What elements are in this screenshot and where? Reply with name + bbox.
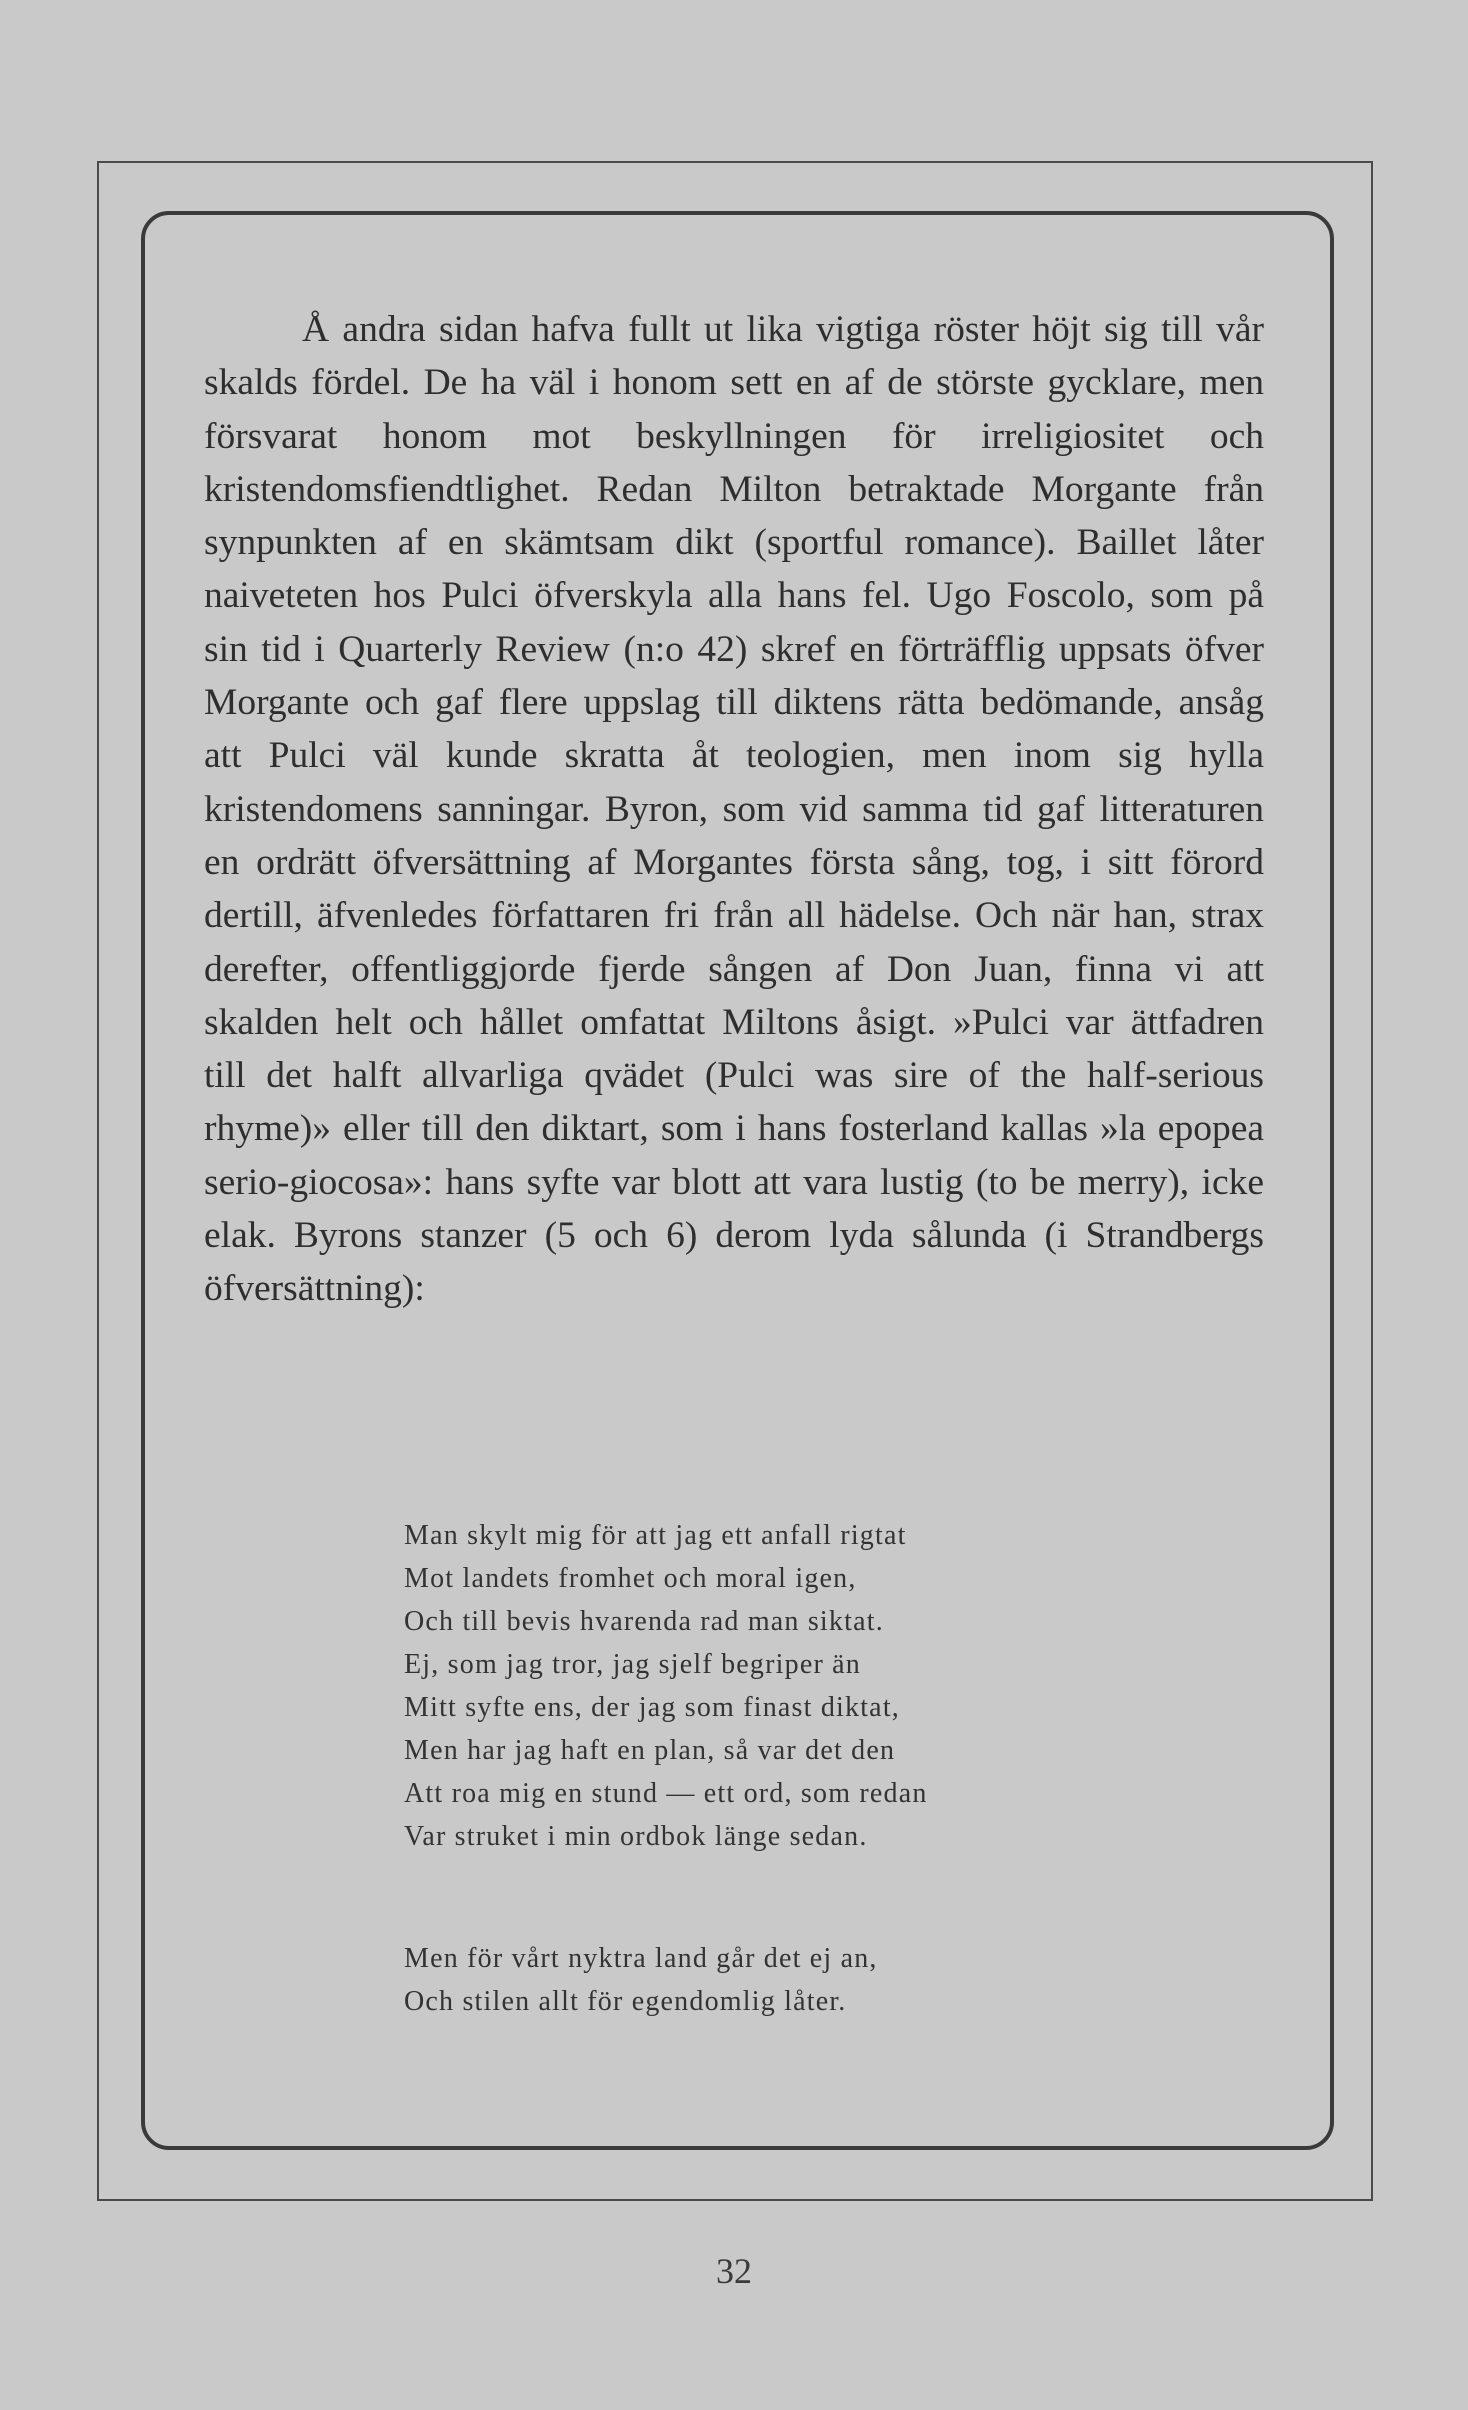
poem-line: Men för vårt nyktra land går det ej an, bbox=[404, 1943, 878, 1974]
poem-stanza-2 bbox=[404, 1937, 1124, 2023]
poem-line: Och till bevis hvarenda rad man siktat. bbox=[404, 1606, 884, 1637]
poem-line: Mot landets fromhet och moral igen, bbox=[404, 1563, 857, 1594]
poem-line: Var struket i min ordbok länge sedan. bbox=[404, 1821, 868, 1852]
poem-line: Mitt syfte ens, der jag som finast diktat, bbox=[404, 1692, 900, 1723]
body-paragraph: Å andra sidan hafva fullt ut lika vigtiga röster höjt sig till vår skalds fördel. De ha väl i honom sett en af de störste gycklare, men försvarat honom mot beskyllningen för irreligiositet och kristendomsfiendtlighet. Redan Milton betraktade Morgante från synpunkten af en skämtsam dikt (sportful romance). Baillet låter naiveteten hos Pulci öfverskyla alla hans fel. Ugo Foscolo, som på sin tid i Quarterly Review (n:o 42) skref en förträfflig uppsats öfver Morgante och gaf flere uppslag till diktens rätta bedömande, ansåg att Pulci väl kunde skratta åt teologien, men inom sig hylla kristendomens sanningar. Byron, som vid samma tid gaf litteraturen en ordrätt öfversättning af Morgantes första sång, tog, i sitt förord dertill, äfvenledes författaren fri från all hädelse. Och när han, strax derefter, offentliggjorde fjerde sången af Don Juan, finna vi att skalden helt och hållet omfattat Miltons åsigt. »Pulci var ättfadren till det halft allvarliga qvädet (Pulci was sire of the half-serious rhyme)» eller till den diktart, som i hans fosterland kallas »la epopea serio-giocosa»: hans syfte var blott att vara lustig (to be merry), icke elak. Byrons stanzer (5 och 6) derom lyda sålunda (i Strandbergs öfversättning): bbox=[204, 309, 1264, 1310]
poem-stanza-1 bbox=[404, 1514, 1124, 1858]
poem-line: Att roa mig en stund — ett ord, som redan bbox=[404, 1778, 928, 1809]
poem-line: Ej, som jag tror, jag sjelf begriper än bbox=[404, 1649, 861, 1680]
poem-line: Men har jag haft en plan, så var det den bbox=[404, 1735, 896, 1766]
poem-line: Och stilen allt för egendomlig låter. bbox=[404, 1986, 847, 2017]
page-number: 32 bbox=[716, 2251, 752, 2291]
poem-line: Man skylt mig för att jag ett anfall rigtat bbox=[404, 1520, 907, 1551]
